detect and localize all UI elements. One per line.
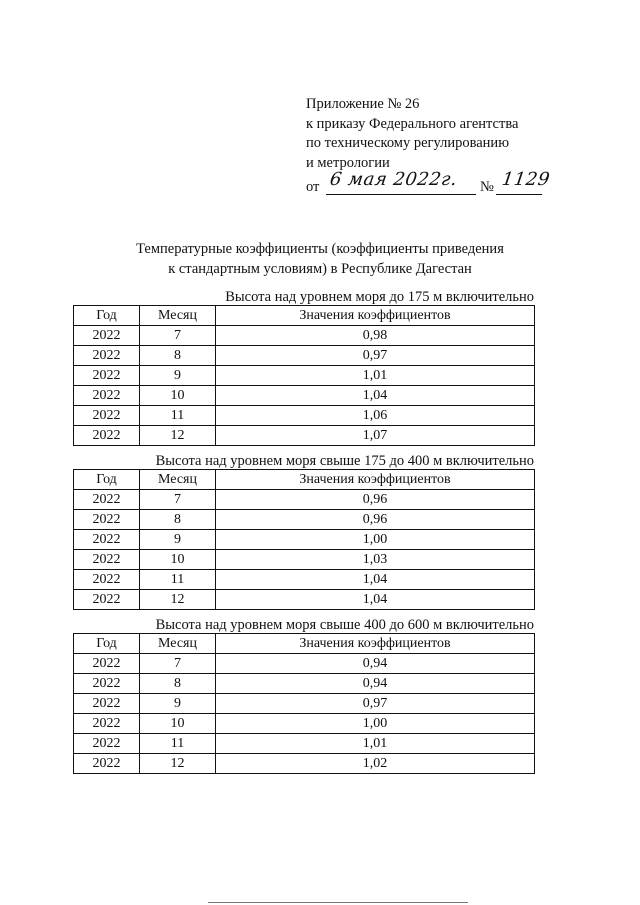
table-row	[74, 406, 535, 426]
number-underline	[496, 194, 542, 195]
appendix-order-line: к приказу Федерального агентства	[306, 115, 519, 132]
table-row	[74, 490, 535, 510]
cell-value: 1,02	[216, 754, 535, 774]
table-row	[74, 654, 535, 674]
cell-year: 2022	[74, 590, 140, 610]
header-value: Значения коэффициентов	[216, 306, 535, 326]
cell-year: 2022	[74, 326, 140, 346]
cell-value: 0,94	[216, 674, 535, 694]
cell-value: 1,00	[216, 530, 535, 550]
cell-value: 1,03	[216, 550, 535, 570]
cell-month: 12	[140, 590, 216, 610]
cell-value: 0,96	[216, 490, 535, 510]
header-month: Месяц	[140, 306, 216, 326]
table-row	[74, 426, 535, 446]
cell-year: 2022	[74, 426, 140, 446]
cell-month: 9	[140, 366, 216, 386]
cell-year: 2022	[74, 366, 140, 386]
header-value: Значения коэффициентов	[216, 634, 535, 654]
appendix-number: Приложение № 26	[306, 96, 420, 112]
header-month: Месяц	[140, 470, 216, 490]
cell-value: 1,01	[216, 734, 535, 754]
cell-value: 1,07	[216, 426, 535, 446]
coefficients-table	[73, 633, 535, 774]
cell-value: 0,96	[216, 510, 535, 530]
cell-value: 1,01	[216, 366, 535, 386]
cell-month: 10	[140, 386, 216, 406]
cell-month: 11	[140, 570, 216, 590]
coefficients-table	[73, 469, 535, 610]
cell-year: 2022	[74, 570, 140, 590]
table-row	[74, 386, 535, 406]
cell-year: 2022	[74, 346, 140, 366]
number-label: №	[480, 179, 494, 195]
cell-month: 7	[140, 326, 216, 346]
cell-month: 10	[140, 550, 216, 570]
table-row	[74, 346, 535, 366]
cell-month: 12	[140, 754, 216, 774]
order-date-line	[306, 169, 606, 200]
cell-month: 8	[140, 346, 216, 366]
table-row	[74, 754, 535, 774]
section-caption: Высота над уровнем моря свыше 175 до 400 м включительно	[155, 453, 534, 469]
document-title	[0, 239, 640, 279]
cell-year: 2022	[74, 734, 140, 754]
table-row	[74, 550, 535, 570]
section-caption: Высота над уровнем моря до 175 м включительно	[225, 289, 534, 305]
cell-value: 1,00	[216, 714, 535, 734]
cell-year: 2022	[74, 714, 140, 734]
header-month: Месяц	[140, 634, 216, 654]
cell-month: 9	[140, 530, 216, 550]
table-row	[74, 674, 535, 694]
cell-value: 1,04	[216, 386, 535, 406]
header-year: Год	[74, 634, 140, 654]
handwritten-date: 6 мая 2022г.	[328, 169, 459, 190]
table-row	[74, 570, 535, 590]
cell-year: 2022	[74, 674, 140, 694]
cell-value: 0,97	[216, 694, 535, 714]
handwritten-order-number: 1129	[500, 169, 552, 190]
appendix-header	[306, 95, 606, 200]
coefficients-table	[73, 305, 535, 446]
header-year: Год	[74, 470, 140, 490]
table-row	[74, 694, 535, 714]
date-underline	[326, 194, 476, 195]
appendix-agency-line: по техническому регулированию	[306, 135, 510, 151]
title-line-1: Температурные коэффициенты (коэффициенты приведения	[136, 241, 504, 257]
cell-year: 2022	[74, 754, 140, 774]
title-line-2: к стандартным условиям) в Республике Дагестан	[168, 261, 472, 277]
table-row	[74, 366, 535, 386]
cell-year: 2022	[74, 406, 140, 426]
table-row	[74, 326, 535, 346]
from-label: от	[306, 179, 320, 195]
cell-month: 7	[140, 654, 216, 674]
table-row	[74, 510, 535, 530]
cell-month: 11	[140, 406, 216, 426]
page-bottom-rule	[208, 902, 468, 903]
cell-month: 9	[140, 694, 216, 714]
cell-year: 2022	[74, 694, 140, 714]
cell-year: 2022	[74, 550, 140, 570]
cell-year: 2022	[74, 510, 140, 530]
cell-value: 1,06	[216, 406, 535, 426]
cell-month: 12	[140, 426, 216, 446]
cell-year: 2022	[74, 654, 140, 674]
cell-month: 10	[140, 714, 216, 734]
altitude-section-1	[73, 289, 534, 446]
table-row	[74, 530, 535, 550]
cell-month: 11	[140, 734, 216, 754]
header-value: Значения коэффициентов	[216, 470, 535, 490]
cell-value: 1,04	[216, 590, 535, 610]
table-header-row	[74, 634, 535, 654]
table-row	[74, 734, 535, 754]
table-header-row	[74, 470, 535, 490]
cell-value: 0,97	[216, 346, 535, 366]
cell-year: 2022	[74, 490, 140, 510]
table-row	[74, 714, 535, 734]
altitude-section-2	[73, 453, 534, 610]
cell-value: 1,04	[216, 570, 535, 590]
cell-month: 8	[140, 674, 216, 694]
table-row	[74, 590, 535, 610]
cell-value: 0,98	[216, 326, 535, 346]
cell-month: 7	[140, 490, 216, 510]
appendix-metrology-line: и метрологии	[306, 154, 390, 171]
cell-month: 8	[140, 510, 216, 530]
altitude-section-3	[73, 617, 534, 774]
table-header-row	[74, 306, 535, 326]
header-year: Год	[74, 306, 140, 326]
section-caption: Высота над уровнем моря свыше 400 до 600 м включительно	[155, 617, 534, 633]
cell-year: 2022	[74, 530, 140, 550]
cell-year: 2022	[74, 386, 140, 406]
cell-value: 0,94	[216, 654, 535, 674]
